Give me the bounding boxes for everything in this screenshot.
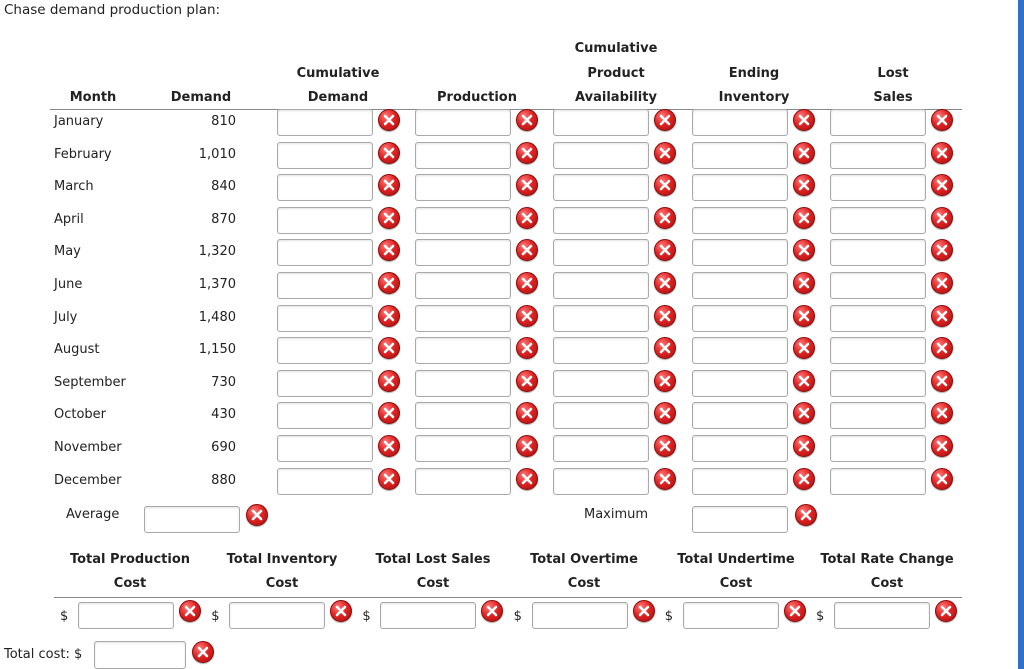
ending-inventory-input[interactable] — [692, 337, 788, 364]
currency-symbol: $ — [60, 609, 69, 624]
incorrect-x-icon — [654, 239, 676, 261]
incorrect-x-icon — [378, 207, 400, 229]
incorrect-x-icon — [793, 239, 815, 261]
cost-header-line1: Total Lost Sales — [375, 552, 491, 567]
incorrect-x-icon — [931, 468, 953, 490]
incorrect-x-icon — [378, 305, 400, 327]
demand-value: 1,010 — [198, 146, 236, 162]
cumulative-demand-input[interactable] — [277, 174, 373, 201]
incorrect-x-icon — [378, 337, 400, 359]
header-month: Month — [69, 90, 117, 105]
cumulative-demand-input[interactable] — [277, 435, 373, 462]
cumulative-availability-input[interactable] — [553, 239, 649, 266]
incorrect-x-icon — [654, 207, 676, 229]
production-input[interactable] — [415, 142, 511, 169]
incorrect-x-icon — [931, 239, 953, 261]
incorrect-x-icon — [793, 435, 815, 457]
ending-inventory-input[interactable] — [692, 468, 788, 495]
lost-sales-input[interactable] — [830, 207, 926, 234]
cumulative-demand-input[interactable] — [277, 239, 373, 266]
total-cost-component-input[interactable] — [380, 602, 476, 629]
incorrect-x-icon — [654, 468, 676, 490]
total-cost-label: Total cost: $ — [4, 647, 83, 662]
incorrect-x-icon — [931, 109, 953, 131]
cumulative-demand-input[interactable] — [277, 468, 373, 495]
production-input[interactable] — [415, 174, 511, 201]
incorrect-x-icon — [378, 239, 400, 261]
incorrect-x-icon — [793, 370, 815, 392]
month-label: October — [54, 407, 107, 423]
cumulative-demand-input[interactable] — [277, 207, 373, 234]
demand-value: 1,480 — [198, 309, 236, 325]
cumulative-availability-input[interactable] — [553, 370, 649, 397]
ending-inventory-input[interactable] — [692, 239, 788, 266]
incorrect-x-icon — [633, 600, 655, 622]
cost-header-line1: Total Rate Change — [820, 552, 954, 567]
incorrect-x-icon — [378, 370, 400, 392]
demand-value: 810 — [211, 114, 236, 129]
incorrect-x-icon — [931, 272, 953, 294]
cost-header-line1: Total Undertime — [677, 552, 795, 567]
incorrect-x-icon — [516, 402, 538, 424]
incorrect-x-icon — [516, 207, 538, 229]
average-input[interactable] — [144, 506, 240, 533]
incorrect-x-icon — [654, 435, 676, 457]
average-label: Average — [66, 507, 120, 522]
lost-sales-input[interactable] — [830, 272, 926, 299]
month-label: June — [54, 277, 83, 292]
header-cpa-line2: Product — [587, 66, 645, 81]
month-label: July — [54, 309, 78, 325]
cost-header-line2: Cost — [719, 576, 753, 591]
header-production: Production — [437, 90, 517, 105]
production-input[interactable] — [415, 207, 511, 234]
demand-value: 1,370 — [198, 277, 236, 292]
cost-header-line2: Cost — [265, 576, 299, 591]
incorrect-x-icon — [793, 468, 815, 490]
incorrect-x-icon — [516, 239, 538, 261]
month-label: December — [54, 472, 122, 488]
header-cpa-line1: Cumulative — [574, 41, 658, 56]
cumulative-demand-input[interactable] — [277, 109, 373, 136]
incorrect-x-icon — [654, 370, 676, 392]
production-input[interactable] — [415, 435, 511, 462]
demand-value: 870 — [211, 211, 236, 227]
cost-divider — [54, 597, 962, 598]
header-lost-sales-line2: Sales — [873, 90, 913, 105]
lost-sales-input[interactable] — [830, 109, 926, 136]
cost-header-line1: Total Inventory — [226, 552, 338, 567]
production-input[interactable] — [415, 305, 511, 332]
cumulative-availability-input[interactable] — [553, 305, 649, 332]
ending-inventory-input[interactable] — [692, 142, 788, 169]
incorrect-x-icon — [378, 272, 400, 294]
lost-sales-input[interactable] — [830, 468, 926, 495]
incorrect-x-icon — [793, 142, 815, 164]
header-demand: Demand — [170, 90, 232, 105]
lost-sales-input[interactable] — [830, 305, 926, 332]
cumulative-demand-input[interactable] — [277, 402, 373, 429]
incorrect-x-icon — [654, 402, 676, 424]
ending-inventory-input[interactable] — [692, 272, 788, 299]
month-label: February — [54, 146, 112, 162]
demand-value: 730 — [211, 374, 236, 390]
cumulative-availability-input[interactable] — [553, 207, 649, 234]
cumulative-availability-input[interactable] — [553, 435, 649, 462]
page-title: Chase demand production plan: — [4, 2, 221, 18]
lost-sales-input[interactable] — [830, 174, 926, 201]
maximum-label: Maximum — [584, 507, 649, 522]
cumulative-availability-input[interactable] — [553, 142, 649, 169]
total-cost-component-input[interactable] — [78, 602, 174, 629]
header-lost-sales-line1: Lost — [877, 66, 909, 81]
production-input[interactable] — [415, 272, 511, 299]
incorrect-x-icon — [516, 435, 538, 457]
incorrect-x-icon — [654, 272, 676, 294]
incorrect-x-icon — [931, 402, 953, 424]
lost-sales-input[interactable] — [830, 370, 926, 397]
incorrect-x-icon — [378, 174, 400, 196]
ending-inventory-input[interactable] — [692, 207, 788, 234]
total-cost-component-input[interactable] — [834, 602, 930, 629]
incorrect-x-icon — [793, 337, 815, 359]
total-cost-component-input[interactable] — [683, 602, 779, 629]
production-input[interactable] — [415, 468, 511, 495]
total-cost-input[interactable] — [94, 641, 186, 669]
cumulative-availability-input[interactable] — [553, 174, 649, 201]
currency-symbol: $ — [513, 609, 522, 624]
incorrect-x-icon — [516, 174, 538, 196]
header-ending-inventory-line1: Ending — [728, 66, 780, 81]
header-ending-inventory-line2: Inventory — [718, 90, 790, 105]
cost-header-line2: Cost — [870, 576, 904, 591]
month-label: August — [54, 342, 100, 358]
cumulative-availability-input[interactable] — [553, 109, 649, 136]
incorrect-x-icon — [516, 272, 538, 294]
incorrect-x-icon — [516, 142, 538, 164]
cumulative-demand-input[interactable] — [277, 305, 373, 332]
lost-sales-input[interactable] — [830, 402, 926, 429]
incorrect-x-icon — [931, 370, 953, 392]
production-input[interactable] — [415, 370, 511, 397]
incorrect-x-icon — [192, 641, 214, 663]
incorrect-x-icon — [516, 370, 538, 392]
month-label: September — [54, 374, 126, 390]
incorrect-x-icon — [654, 109, 676, 131]
incorrect-x-icon — [784, 600, 806, 622]
ending-inventory-input[interactable] — [692, 402, 788, 429]
month-label: November — [54, 440, 122, 455]
lost-sales-input[interactable] — [830, 337, 926, 364]
cost-header-line2: Cost — [113, 576, 147, 591]
ending-inventory-input[interactable] — [692, 174, 788, 201]
ending-inventory-input[interactable] — [692, 305, 788, 332]
incorrect-x-icon — [516, 109, 538, 131]
incorrect-x-icon — [931, 337, 953, 359]
incorrect-x-icon — [931, 435, 953, 457]
production-input[interactable] — [415, 337, 511, 364]
demand-value: 880 — [211, 472, 236, 488]
incorrect-x-icon — [793, 174, 815, 196]
incorrect-x-icon — [378, 109, 400, 131]
demand-value: 1,150 — [198, 342, 236, 358]
incorrect-x-icon — [378, 402, 400, 424]
total-cost-component-input[interactable] — [532, 602, 628, 629]
incorrect-x-icon — [516, 468, 538, 490]
cumulative-demand-input[interactable] — [277, 272, 373, 299]
demand-value: 430 — [211, 407, 236, 423]
incorrect-x-icon — [793, 402, 815, 424]
currency-symbol: $ — [816, 609, 825, 624]
cumulative-demand-input[interactable] — [277, 142, 373, 169]
production-input[interactable] — [415, 402, 511, 429]
incorrect-x-icon — [795, 504, 817, 526]
incorrect-x-icon — [654, 337, 676, 359]
incorrect-x-icon — [481, 600, 503, 622]
cost-header-line1: Total Production — [69, 552, 191, 567]
header-cumulative-demand-line1: Cumulative — [296, 66, 380, 81]
month-label: March — [54, 179, 94, 195]
total-cost-component-input[interactable] — [229, 602, 325, 629]
lost-sales-input[interactable] — [830, 239, 926, 266]
cumulative-availability-input[interactable] — [553, 272, 649, 299]
demand-value: 840 — [211, 179, 236, 195]
window-edge-bar — [1018, 0, 1024, 669]
cumulative-availability-input[interactable] — [553, 468, 649, 495]
incorrect-x-icon — [246, 504, 268, 526]
lost-sales-input[interactable] — [830, 142, 926, 169]
cumulative-demand-input[interactable] — [277, 370, 373, 397]
incorrect-x-icon — [931, 305, 953, 327]
incorrect-x-icon — [654, 142, 676, 164]
currency-symbol: $ — [664, 609, 674, 624]
incorrect-x-icon — [931, 174, 953, 196]
production-input[interactable] — [415, 239, 511, 266]
lost-sales-input[interactable] — [830, 435, 926, 462]
demand-value: 1,320 — [198, 244, 236, 260]
incorrect-x-icon — [654, 174, 676, 196]
currency-symbol: $ — [211, 609, 220, 624]
incorrect-x-icon — [516, 337, 538, 359]
cost-header-line1: Total Overtime — [530, 552, 638, 567]
incorrect-x-icon — [793, 109, 815, 131]
cumulative-availability-input[interactable] — [553, 337, 649, 364]
incorrect-x-icon — [935, 600, 957, 622]
production-input[interactable] — [415, 109, 511, 136]
incorrect-x-icon — [793, 207, 815, 229]
cumulative-availability-input[interactable] — [553, 402, 649, 429]
cumulative-demand-input[interactable] — [277, 337, 373, 364]
incorrect-x-icon — [330, 600, 352, 622]
incorrect-x-icon — [179, 600, 201, 622]
header-cumulative-demand-line2: Demand — [307, 90, 369, 105]
incorrect-x-icon — [378, 435, 400, 457]
currency-symbol: $ — [362, 609, 371, 624]
ending-inventory-input[interactable] — [692, 109, 788, 136]
month-label: May — [54, 244, 81, 260]
incorrect-x-icon — [378, 142, 400, 164]
incorrect-x-icon — [793, 305, 815, 327]
month-label: January — [54, 114, 104, 129]
cost-header-line2: Cost — [567, 576, 601, 591]
incorrect-x-icon — [654, 305, 676, 327]
ending-inventory-input[interactable] — [692, 370, 788, 397]
incorrect-x-icon — [931, 207, 953, 229]
incorrect-x-icon — [931, 142, 953, 164]
incorrect-x-icon — [793, 272, 815, 294]
ending-inventory-input[interactable] — [692, 435, 788, 462]
header-cpa-line3: Availability — [575, 90, 657, 105]
cost-header-line2: Cost — [416, 576, 450, 591]
incorrect-x-icon — [378, 468, 400, 490]
month-label: April — [54, 211, 84, 227]
demand-value: 690 — [211, 440, 236, 455]
maximum-input[interactable] — [692, 506, 788, 533]
incorrect-x-icon — [516, 305, 538, 327]
